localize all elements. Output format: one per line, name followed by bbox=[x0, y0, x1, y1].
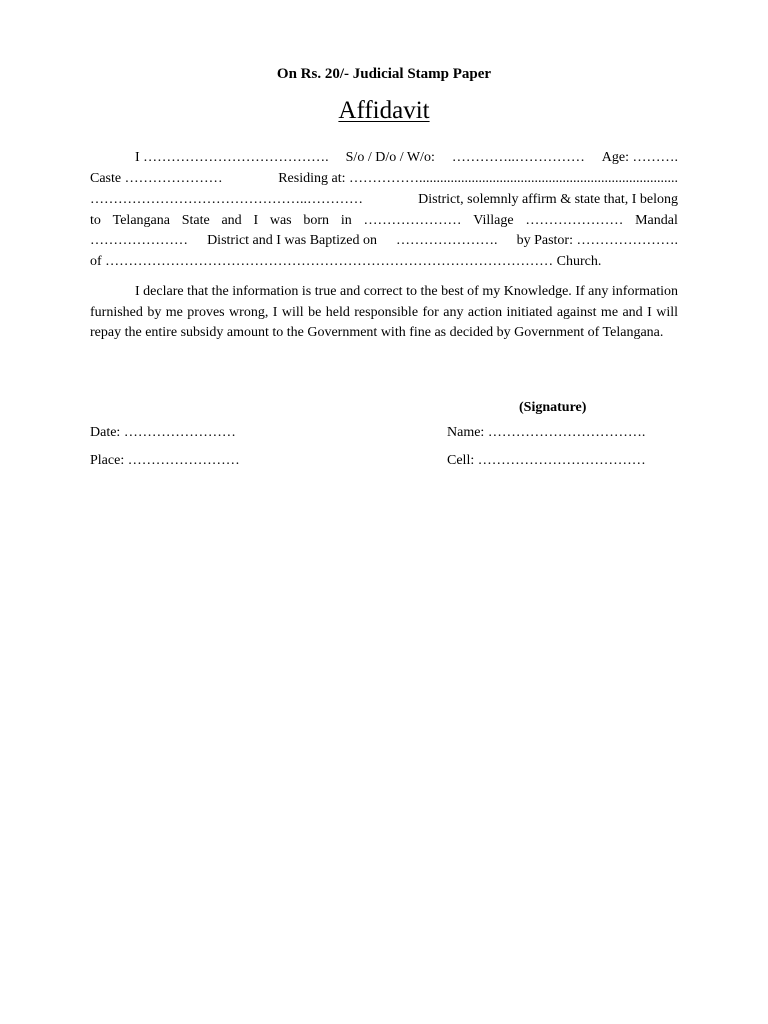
district-blank: ………………………………………..………… bbox=[90, 192, 363, 207]
word: was bbox=[269, 213, 292, 228]
baptism-line bbox=[90, 231, 678, 251]
word: and bbox=[221, 213, 242, 228]
signature-label: (Signature) bbox=[519, 400, 587, 415]
declarant-line bbox=[90, 148, 678, 168]
birthplace-blank: ………………… bbox=[363, 213, 462, 228]
district-blank: ………………… bbox=[90, 233, 188, 248]
declarant-line-row bbox=[135, 148, 678, 168]
mandal-label: Mandal bbox=[635, 213, 678, 228]
date-field: Date: …………………… bbox=[90, 425, 236, 440]
word: to bbox=[90, 213, 101, 228]
place-field: Place: …………………… bbox=[90, 453, 240, 468]
caste-field: Caste ………………… bbox=[90, 171, 223, 186]
baptized-label: District and I was Baptized on bbox=[207, 233, 377, 248]
village-label: Village bbox=[473, 213, 514, 228]
word: State bbox=[181, 213, 210, 228]
word: in bbox=[340, 213, 352, 228]
district-line bbox=[90, 190, 678, 210]
name-blank: I …………………………………. bbox=[135, 150, 329, 165]
birth-line bbox=[90, 211, 678, 231]
pastor-field: by Pastor: …………………. bbox=[516, 233, 678, 248]
title-text: Affidavit bbox=[338, 97, 430, 124]
affirm-text: District, solemnly affirm & state that, I belong bbox=[418, 192, 678, 207]
cell-field: Cell: ……………………………… bbox=[447, 453, 646, 468]
word: born bbox=[303, 213, 330, 228]
church-label: Church. bbox=[556, 254, 602, 269]
baptism-date-blank: …………………. bbox=[396, 233, 498, 248]
name-field: Name: ……………………………. bbox=[447, 425, 646, 440]
declaration-paragraph: I declare that the information is true and correct to the best of my Knowledge. If any information furnished by me proves wrong, I will be held responsible for any action initiated against me and I will repay the entire subsidy amount to the Government with fine as decided by Government of Telangana. bbox=[90, 284, 678, 340]
page-title bbox=[0, 97, 768, 125]
residing-field: Residing at: …………….......................................................................... bbox=[278, 171, 678, 186]
stamp-paper-note: On Rs. 20/- Judicial Stamp Paper bbox=[276, 66, 492, 82]
church-blank: of …………………………………………………………………………………… bbox=[90, 254, 554, 269]
age-field: Age: ………. bbox=[601, 150, 678, 165]
caste-line bbox=[90, 169, 678, 189]
mandal-blank: ………………… bbox=[525, 213, 624, 228]
word: I bbox=[253, 213, 259, 228]
church-line bbox=[90, 252, 678, 272]
relation-label: S/o / D/o / W/o: bbox=[345, 150, 435, 165]
word: Telangana bbox=[112, 213, 170, 228]
relation-blank: …………..…………… bbox=[451, 150, 585, 165]
